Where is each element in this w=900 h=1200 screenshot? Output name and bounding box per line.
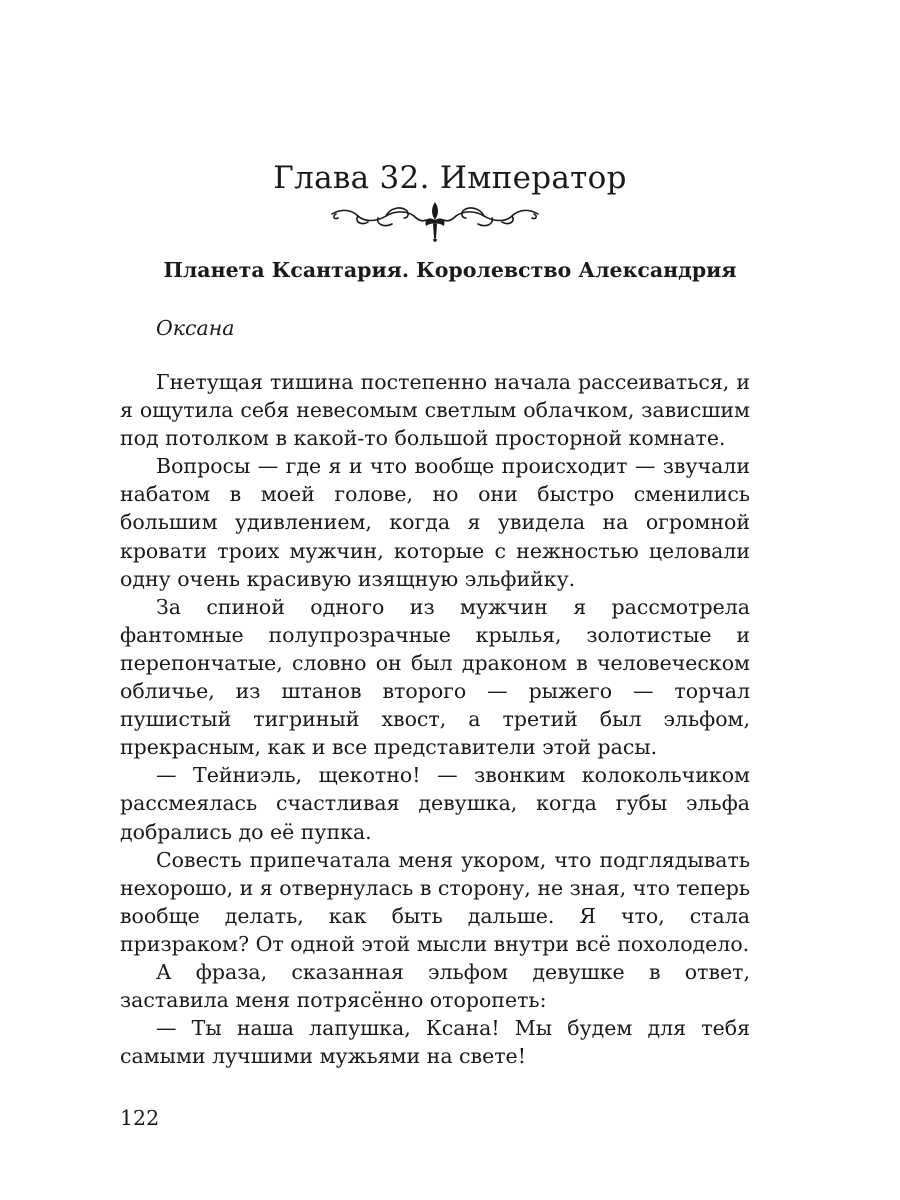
flourish-ornament-icon [328,198,542,242]
paragraph: — Тейниэль, щекотно! — звонким колокольчиком рассмеялась счастливая девушка, когда губы эльфа добрались до её пупка. [120,763,750,844]
paragraph: — Ты наша лапушка, Ксана! Мы будем для тебя самыми лучшими мужьями на свете! [120,1016,750,1069]
paragraph: Гнетущая тишина постепенно начала рассеиваться, и я ощутила себя невесомым светлым облачком, зависшим под потолком в какой-то большой просторной комнате. [120,370,750,451]
page-number: 122 [120,1106,160,1130]
chapter-body [120,368,750,1070]
paragraph: Совесть припечатала меня укором, что подглядывать нехорошо, и я отвернулась в сторону, не зная, что теперь вообще делать, как быть дальше. Я что, стала призраком? От одной этой мысли внутри всё похолодело. [120,847,750,956]
section-pov-name: Оксана [156,316,235,340]
section-location: Планета Ксантария. Королевство Александрия [163,258,737,282]
chapter-title: Глава 32. Император [273,160,627,196]
paragraph: За спиной одного из мужчин я рассмотрела фантомные полупрозрачные крылья, золотистые и перепончатые, словно он был драконом в человеческом обличье, из штанов второго — рыжего — торчал пушистый тигриный хвост, а третий был эльфом, прекрасным, как и все представители этой расы. [120,594,750,760]
paragraph: Вопросы — где я и что вообще происходит — звучали набатом в моей голове, но они быстро сменились большим удивлением, когда я увидела на огромной кровати троих мужчин, которые с нежностью целовали одну очень красивую изящную эльфийку. [120,454,750,591]
paragraph: А фраза, сказанная эльфом девушке в ответ, заставила меня потрясённо оторопеть: [120,959,750,1013]
